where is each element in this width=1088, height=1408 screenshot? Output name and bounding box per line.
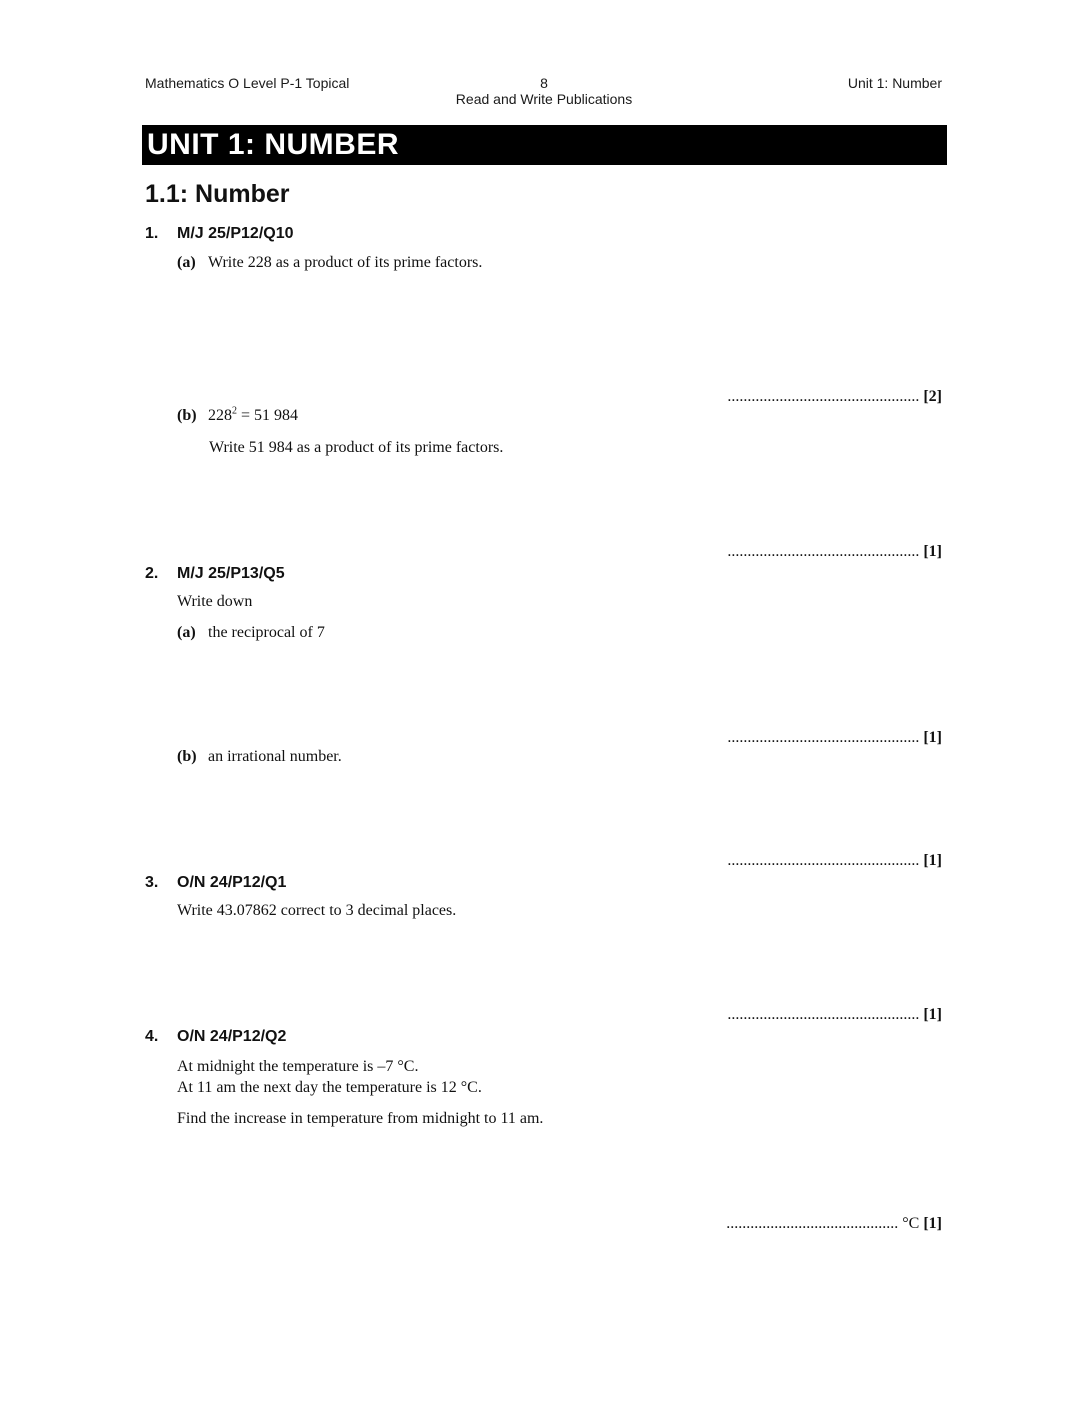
part-text: the reciprocal of 7 <box>208 624 325 641</box>
header-unit-title: Unit 1: Number <box>847 75 942 91</box>
answer-line-2a[interactable] <box>727 728 942 748</box>
part-label: (a) <box>177 624 196 641</box>
section-title: 1.1: Number <box>145 180 290 208</box>
answer-dots: ................................................ <box>727 1006 920 1023</box>
answer-dots: ........................................... <box>726 1215 899 1232</box>
header-course-title: Mathematics O Level P-1 Topical <box>145 75 350 91</box>
question-reference: O/N 24/P12/Q2 <box>177 1028 287 1045</box>
question-number: 1. <box>145 225 159 242</box>
answer-unit: °C <box>902 1215 920 1232</box>
marks-label: [1] <box>923 729 942 746</box>
part-text: Write 228 as a product of its prime factors. <box>208 254 483 271</box>
question-2b <box>177 747 342 767</box>
part-label: (b) <box>177 748 197 765</box>
power-base: 228 <box>208 407 232 424</box>
answer-dots: ................................................ <box>727 543 920 560</box>
part-label: (b) <box>177 407 197 424</box>
question-3-heading <box>145 873 286 893</box>
question-number: 2. <box>145 565 159 582</box>
question-number: 4. <box>145 1028 159 1045</box>
part-text: an irrational number. <box>208 748 342 765</box>
question-reference: M/J 25/P13/Q5 <box>177 565 285 582</box>
marks-label: [1] <box>923 852 942 869</box>
question-1b-instruction: Write 51 984 as a product of its prime factors. <box>209 439 504 456</box>
question-4-line-1: At midnight the temperature is –7 °C. <box>177 1058 419 1075</box>
part-label: (a) <box>177 254 196 271</box>
power-exponent: 2 <box>232 405 237 417</box>
question-1b <box>177 406 298 426</box>
equation-rhs: = 51 984 <box>237 407 299 424</box>
publisher-name: Read and Write Publications <box>455 91 633 107</box>
page-number: 8 <box>540 75 548 91</box>
question-4-heading <box>145 1027 286 1047</box>
answer-dots: ................................................ <box>727 388 920 405</box>
marks-label: [1] <box>923 543 942 560</box>
question-2-heading <box>145 564 285 584</box>
answer-line-1b[interactable] <box>727 542 942 562</box>
answer-dots: ................................................ <box>727 852 920 869</box>
answer-line-4[interactable] <box>726 1214 942 1234</box>
question-2-stem: Write down <box>177 593 253 610</box>
answer-line-1a[interactable] <box>727 387 942 407</box>
unit-banner: UNIT 1: NUMBER <box>142 125 947 165</box>
answer-dots: ................................................ <box>727 729 920 746</box>
marks-label: [1] <box>923 1215 942 1232</box>
question-3-text: Write 43.07862 correct to 3 decimal places. <box>177 902 457 919</box>
question-1-heading <box>145 224 294 244</box>
question-reference: O/N 24/P12/Q1 <box>177 874 287 891</box>
question-number: 3. <box>145 874 159 891</box>
question-4-instruction: Find the increase in temperature from midnight to 11 am. <box>177 1110 544 1127</box>
answer-line-2b[interactable] <box>727 851 942 871</box>
marks-label: [1] <box>923 1006 942 1023</box>
answer-line-3[interactable] <box>727 1005 942 1025</box>
marks-label: [2] <box>923 388 942 405</box>
question-1a <box>177 253 482 273</box>
question-reference: M/J 25/P12/Q10 <box>177 225 294 242</box>
question-2a <box>177 623 325 643</box>
question-4-line-2: At 11 am the next day the temperature is 12 °C. <box>177 1079 482 1096</box>
